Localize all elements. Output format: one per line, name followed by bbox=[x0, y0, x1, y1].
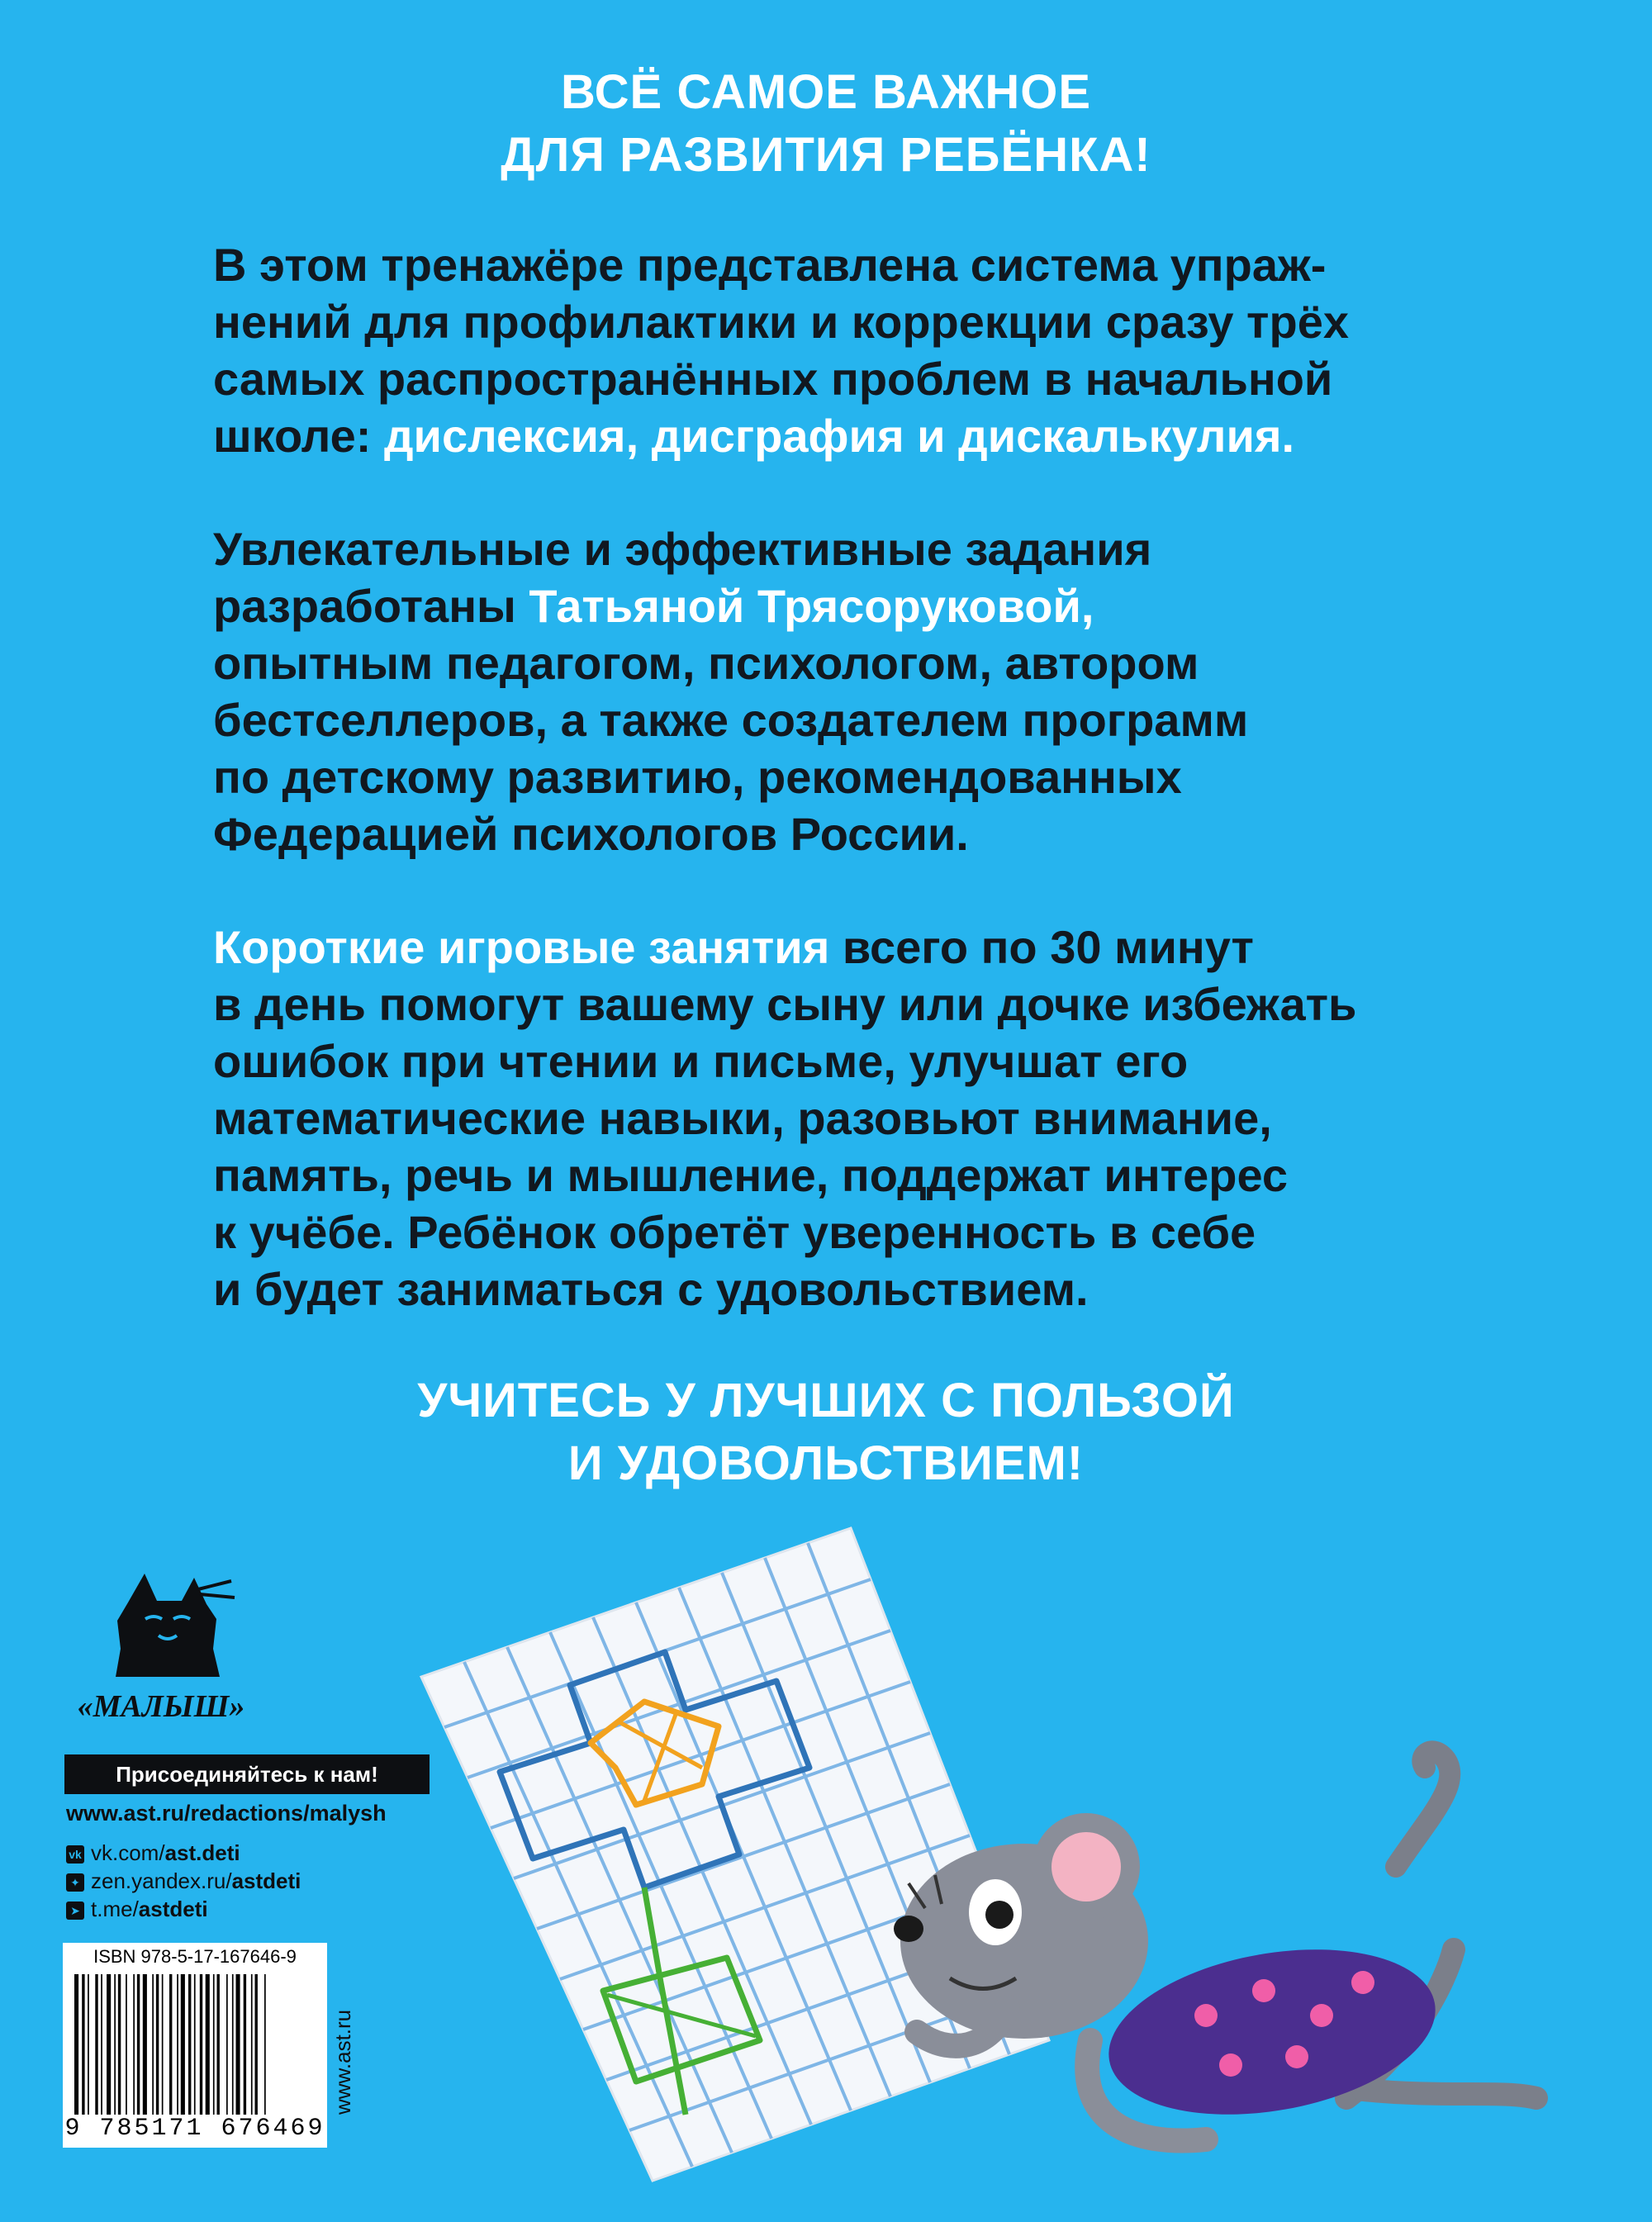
social-prefix: vk.com/ bbox=[91, 1840, 165, 1865]
barcode-bar bbox=[236, 1974, 240, 2115]
barcode-bar bbox=[143, 1974, 147, 2115]
paragraph-text: разработаны bbox=[213, 580, 529, 632]
barcode-bar bbox=[137, 1974, 140, 2115]
isbn-label: ISBN 978-5-17-167646-9 bbox=[93, 1946, 297, 1967]
paragraph-line: опытным педагогом, психологом, автором bbox=[213, 637, 1199, 689]
barcode-bar bbox=[101, 1974, 102, 2115]
paragraph-author bbox=[213, 520, 1502, 862]
heading-top-line2: ДЛЯ РАЗВИТИЯ РЕБЁНКА! bbox=[501, 128, 1151, 182]
barcode-bar bbox=[156, 1974, 159, 2115]
barcode-bar bbox=[244, 1974, 246, 2115]
malysh-logo bbox=[66, 1569, 256, 1726]
barcode-bar bbox=[194, 1974, 196, 2115]
paragraph-intro bbox=[213, 236, 1502, 464]
social-link-zen[interactable] bbox=[66, 1868, 301, 1894]
barcode-bar bbox=[126, 1974, 127, 2115]
heading-bottom-line2: И УДОВОЛЬСТВИЕМ! bbox=[567, 1436, 1085, 1490]
barcode-bar bbox=[177, 1974, 178, 2115]
barcode-bar bbox=[264, 1974, 266, 2115]
barcode-bar bbox=[169, 1974, 172, 2115]
paragraph-line: бестселлеров, а также создателем программ bbox=[213, 694, 1249, 746]
barcode-bar bbox=[88, 1974, 89, 2115]
paragraph-text: школе: bbox=[213, 410, 384, 462]
paragraph-line: память, речь и мышление, поддержат интерес bbox=[213, 1149, 1288, 1201]
barcode-bar bbox=[251, 1974, 253, 2115]
barcode-bar bbox=[162, 1974, 164, 2115]
paragraph-line: математические навыки, разовьют внимание, bbox=[213, 1092, 1272, 1144]
social-handle: astdeti bbox=[138, 1897, 208, 1921]
paragraph-line: в день помогут вашему сыну или дочке избежать bbox=[213, 978, 1357, 1030]
paragraph-line bbox=[213, 577, 1502, 634]
heading-bottom bbox=[0, 1370, 1652, 1495]
paragraph-line: Увлекательные и эффективные задания bbox=[213, 523, 1152, 575]
barcode-bar bbox=[217, 1974, 220, 2115]
barcode-bar bbox=[152, 1974, 154, 2115]
barcode-bar bbox=[255, 1974, 258, 2115]
barcode-bar bbox=[213, 1974, 215, 2115]
zen-icon: ✦ bbox=[66, 1873, 84, 1892]
heading-top-line1: ВСЁ САМОЕ ВАЖНОЕ bbox=[560, 65, 1092, 119]
barcode-panel bbox=[63, 1943, 327, 2148]
highlight-disorders: дислексия, дисграфия и дискалькулия. bbox=[383, 410, 1295, 462]
heading-bottom-line1: УЧИТЕСЬ У ЛУЧШИХ С ПОЛЬЗОЙ bbox=[417, 1374, 1235, 1427]
publisher-site-link[interactable]: www.ast.ru/redactions/malysh bbox=[66, 1801, 387, 1826]
paragraph-line: самых распространённых проблем в начальной bbox=[213, 353, 1333, 405]
mouse-character bbox=[894, 1751, 1536, 2140]
barcode-bar bbox=[206, 1974, 210, 2115]
paragraph-line: к учёбе. Ребёнок обретёт уверенность в себе bbox=[213, 1206, 1256, 1258]
logo-wordmark: «МАЛЫШ» bbox=[77, 1689, 245, 1724]
barcode-bar bbox=[74, 1974, 78, 2115]
barcode-bar bbox=[107, 1974, 111, 2115]
paragraph-line bbox=[213, 407, 1502, 464]
barcode-bar bbox=[181, 1974, 185, 2115]
social-prefix: zen.yandex.ru/ bbox=[91, 1868, 232, 1893]
highlight-short-lessons: Короткие игровые занятия bbox=[213, 921, 830, 973]
paragraph-benefits bbox=[213, 919, 1502, 1318]
social-handle: astdeti bbox=[231, 1868, 301, 1893]
barcode-bar bbox=[188, 1974, 191, 2115]
barcode-bar bbox=[118, 1974, 121, 2115]
barcode-bar bbox=[133, 1974, 135, 2115]
barcode-bar bbox=[200, 1974, 202, 2115]
paragraph-line: ошибок при чтении и письме, улучшат его bbox=[213, 1035, 1189, 1087]
paragraph-line: Федерацией психологов России. bbox=[213, 808, 969, 860]
paragraph-line bbox=[213, 919, 1502, 976]
barcode-bar bbox=[226, 1974, 228, 2115]
barcode-bar bbox=[114, 1974, 116, 2115]
barcode-bar bbox=[232, 1974, 234, 2115]
barcode-bar bbox=[95, 1974, 97, 2115]
mouse-illustration bbox=[413, 1520, 1652, 2222]
paragraph-line: В этом тренажёре представлена система упраж- bbox=[213, 239, 1327, 291]
social-handle: ast.deti bbox=[164, 1840, 240, 1865]
heading-top bbox=[0, 61, 1652, 187]
social-link-vk[interactable] bbox=[66, 1840, 240, 1866]
vk-icon: vk bbox=[66, 1845, 84, 1864]
paragraph-text: всего по 30 минут bbox=[829, 921, 1254, 973]
paragraph-line: по детскому развитию, рекомендованных bbox=[213, 751, 1182, 803]
vertical-site-label: www.ast.ru bbox=[330, 2009, 355, 2115]
cat-silhouette-icon bbox=[116, 1574, 235, 1677]
highlight-author-name: Татьяной Трясоруковой, bbox=[529, 580, 1094, 632]
paragraph-line: и будет заниматься с удовольствием. bbox=[213, 1263, 1089, 1315]
social-prefix: t.me/ bbox=[91, 1897, 139, 1921]
barcode-bars bbox=[71, 1974, 319, 2115]
telegram-icon: ➤ bbox=[66, 1902, 84, 1920]
barcode-digits: 9 785171 676469 bbox=[64, 2115, 325, 2143]
join-us-banner: Присоединяйтесь к нам! bbox=[64, 1754, 430, 1794]
barcode-bar bbox=[82, 1974, 84, 2115]
paragraph-line: нений для профилактики и коррекции сразу трёх bbox=[213, 296, 1349, 348]
social-link-telegram[interactable] bbox=[66, 1897, 208, 1922]
